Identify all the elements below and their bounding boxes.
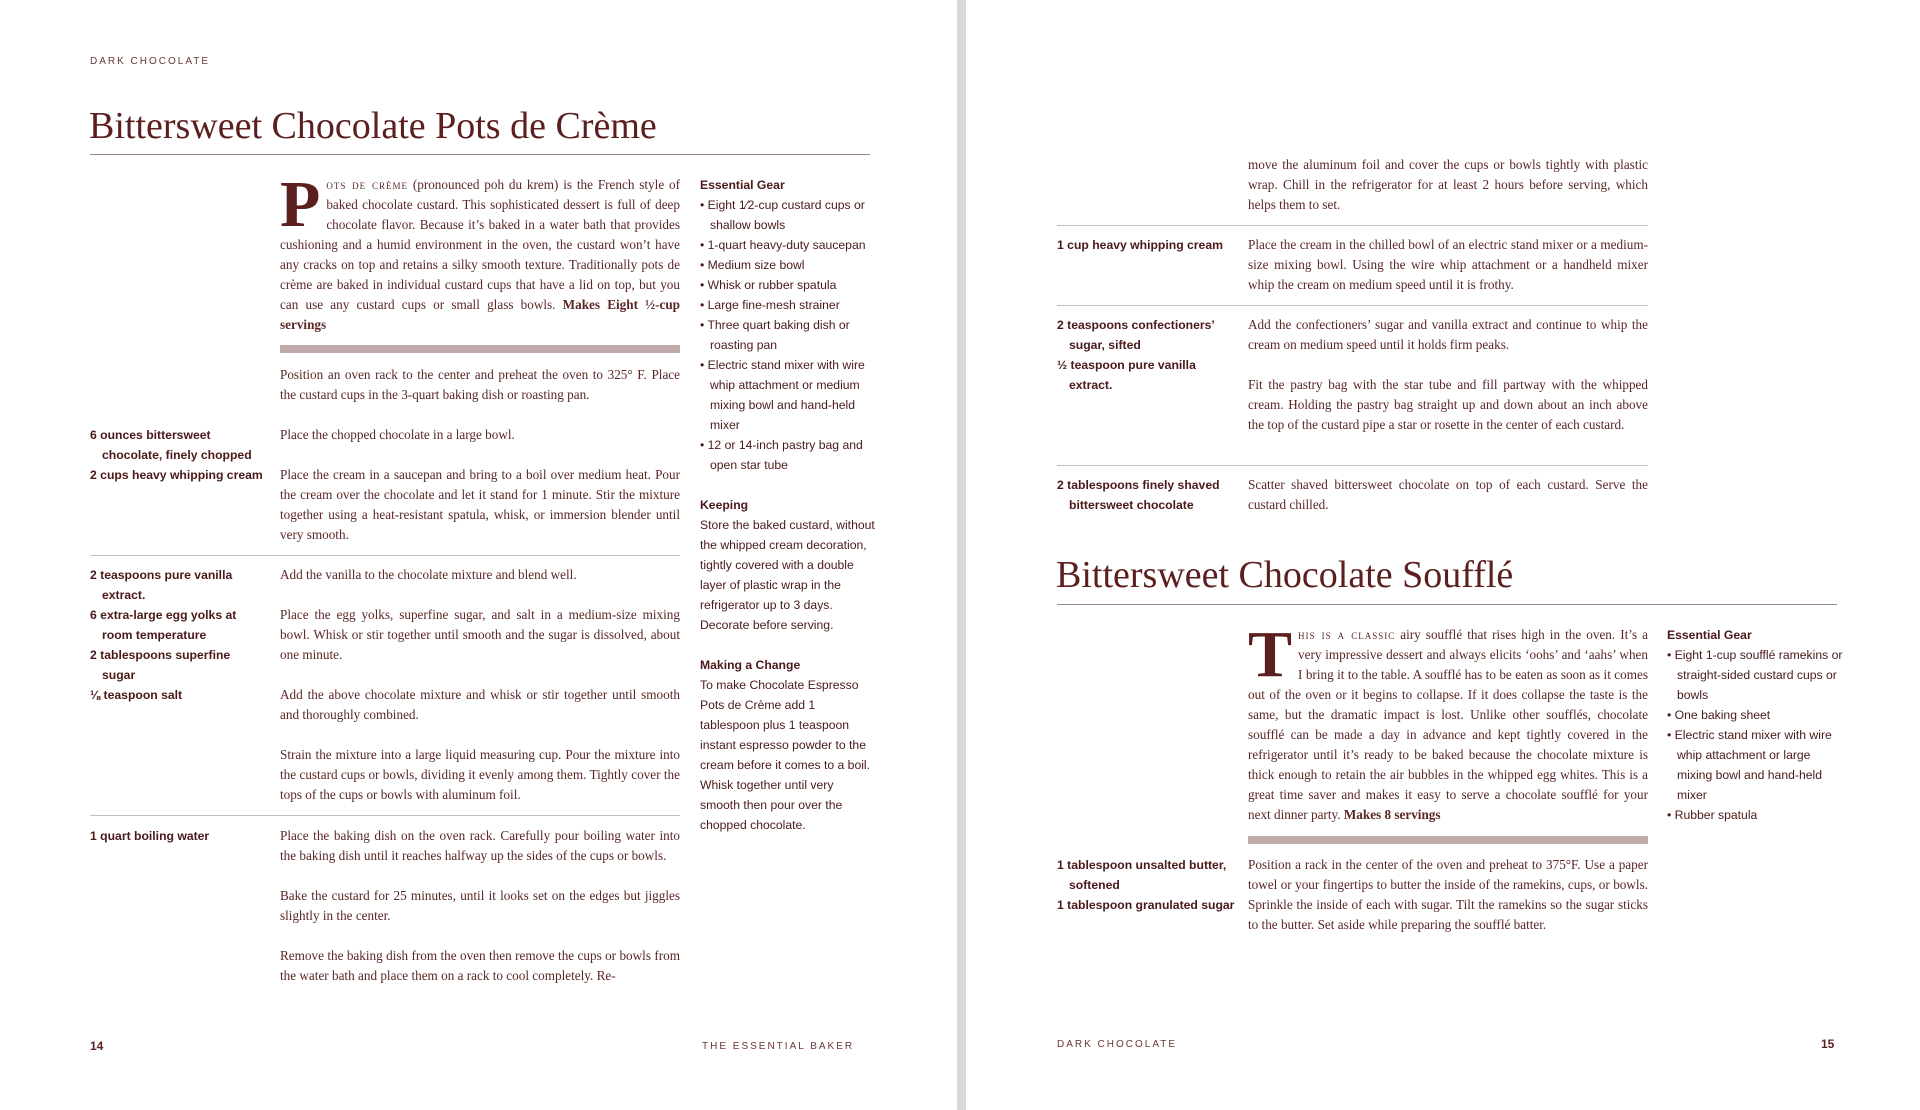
title-rule bbox=[90, 154, 870, 155]
ingredient: 2 tablespoons superfine sugar bbox=[90, 648, 231, 682]
yield: Makes Eight ½-cup servings bbox=[280, 297, 680, 332]
step-group bbox=[1248, 235, 1648, 295]
running-foot: THE ESSENTIAL BAKER bbox=[702, 1041, 855, 1052]
ingredient: 1 tablespoon granulated sugar bbox=[1057, 898, 1235, 912]
step-group bbox=[280, 565, 680, 805]
gear-list bbox=[1667, 645, 1847, 825]
gear-list bbox=[700, 195, 875, 475]
ingredient: ⅛ teaspoon salt bbox=[90, 688, 183, 702]
recipe-title: Bittersweet Chocolate Soufflé bbox=[1056, 554, 1514, 596]
step-text: Position a rack in the center of the oven and preheat to 375°F. Use a paper towel or your fingertips to butter the inside of the ramekins, cups, or bowls. Sprinkle the inside of each with sugar. Tilt the ramekins so the sugar sticks to the butter. Set aside while preparing the soufflé batter. bbox=[1248, 857, 1648, 932]
section-rule bbox=[1057, 305, 1648, 306]
yield: Makes 8 servings bbox=[1343, 807, 1441, 822]
gear-item: • Whisk or rubber spatula bbox=[700, 275, 875, 295]
ingredient: 2 teaspoons confectioners’ sugar, sifted bbox=[1057, 318, 1215, 352]
gear-item: • Medium size bowl bbox=[700, 255, 875, 275]
intro-lead: ots de crème bbox=[326, 177, 408, 192]
ingredient: 1 cup heavy whipping cream bbox=[1057, 238, 1223, 252]
ingredient-group bbox=[1057, 235, 1237, 255]
intro-divider bbox=[1248, 836, 1648, 844]
step-group bbox=[1248, 155, 1648, 215]
intro-paragraph bbox=[1248, 618, 1649, 825]
step-group bbox=[1248, 855, 1648, 935]
ingredient-group bbox=[1057, 315, 1237, 395]
gear-item: • One baking sheet bbox=[1667, 705, 1847, 725]
recipe-title: Bittersweet Chocolate Pots de Crème bbox=[89, 105, 657, 147]
intro-block bbox=[280, 168, 680, 335]
ingredient-group bbox=[90, 826, 265, 846]
title-rule bbox=[1057, 604, 1837, 605]
ingredient: 1 tablespoon unsalted butter, softened bbox=[1057, 858, 1227, 892]
step-text: Add the vanilla to the chocolate mixture and blend well. bbox=[280, 567, 577, 582]
ingredient: 1 quart boiling water bbox=[90, 829, 210, 843]
section-rule bbox=[90, 555, 680, 556]
left-page bbox=[0, 0, 957, 1110]
step-group bbox=[280, 826, 680, 986]
intro-lead: his is a classic bbox=[1298, 627, 1396, 642]
step-text: Add the confectioners’ sugar and vanilla extract and continue to whip the cream on medium speed until it holds firm peaks. bbox=[1248, 317, 1648, 352]
step-text: Place the cream in the chilled bowl of an electric stand mixer or a medium-size mixing bowl. Using the wire whip attachment or a handheld mixer whip the cream on medium speed until it is frothy. bbox=[1248, 237, 1648, 292]
step-group bbox=[280, 365, 680, 545]
ingredient: ½ teaspoon pure vanilla extract. bbox=[1057, 358, 1196, 392]
drop-cap: P bbox=[280, 168, 321, 241]
gear-item: • 12 or 14-inch pastry bag and open star tube bbox=[700, 435, 875, 475]
gear-item: • 1-quart heavy-duty saucepan bbox=[700, 235, 875, 255]
step-text: Place the egg yolks, superfine sugar, and salt in a medium-size mixing bowl. Whisk or stir together until smooth and the sugar is dissolved, about one minute. bbox=[280, 607, 680, 662]
sidebar bbox=[700, 175, 875, 835]
gear-item: • Three quart baking dish or roasting pan bbox=[700, 315, 875, 355]
ingredient-group bbox=[1057, 475, 1237, 515]
step-text: Fit the pastry bag with the star tube and fill partway with the whipped cream. Holding the pastry bag straight up and down about an inch above the top of the custard pipe a star or rosette in the center of each custard. bbox=[1248, 377, 1648, 432]
gear-item: • Electric stand mixer with wire whip attachment or large mixing bowl and hand-held mixer bbox=[1667, 725, 1847, 805]
gear-item: • Eight 1⁄2-cup custard cups or shallow bowls bbox=[700, 195, 875, 235]
intro-block bbox=[1248, 618, 1649, 825]
change-heading: Making a Change bbox=[700, 658, 801, 672]
step-text: Strain the mixture into a large liquid measuring cup. Pour the mixture into the custard cups or bowls, dividing it evenly among them. Tightly cover the tops of the cups or bowls with aluminum foil. bbox=[280, 747, 680, 802]
sidebar bbox=[1667, 625, 1847, 825]
step-text: Position an oven rack to the center and preheat the oven to 325° F. Place the custard cups in the 3-quart baking dish or roasting pan. bbox=[280, 367, 680, 402]
gear-item: • Electric stand mixer with wire whip attachment or medium mixing bowl and hand-held mixer bbox=[700, 355, 875, 435]
ingredient: 2 teaspoons pure vanilla extract. bbox=[90, 568, 233, 602]
ingredient: 6 ounces bittersweet chocolate, finely chopped bbox=[90, 428, 252, 462]
step-text: Add the above chocolate mixture and whisk or stir together until smooth and thoroughly combined. bbox=[280, 687, 680, 722]
gear-item: • Eight 1-cup soufflé ramekins or straight-sided custard cups or bowls bbox=[1667, 645, 1847, 705]
page-number: 15 bbox=[1821, 1037, 1835, 1051]
intro-paragraph bbox=[280, 168, 680, 335]
step-text: Remove the baking dish from the oven then remove the cups or bowls from the water bath and place them on a rack to cool completely. Re- bbox=[280, 948, 680, 983]
page-number: 14 bbox=[90, 1039, 104, 1053]
ingredient-group bbox=[90, 425, 265, 485]
intro-divider bbox=[280, 345, 680, 353]
drop-cap: T bbox=[1248, 618, 1293, 691]
gear-item: • Large fine-mesh strainer bbox=[700, 295, 875, 315]
gear-heading: Essential Gear bbox=[700, 178, 785, 192]
step-text: Place the chopped chocolate in a large bowl. bbox=[280, 427, 515, 442]
ingredient-group bbox=[1057, 855, 1237, 915]
running-foot: DARK CHOCOLATE bbox=[1057, 1039, 1178, 1050]
gear-heading: Essential Gear bbox=[1667, 628, 1752, 642]
step-text: Scatter shaved bittersweet chocolate on top of each custard. Serve the custard chilled. bbox=[1248, 477, 1648, 512]
intro-text: airy soufflé that rises high in the oven. It’s a very impressive dessert and always elicits ‘oohs’ and ‘aahs’ when I bring it to the table. A soufflé has to be eaten as soon as it comes out of the oven or it begins to collapse. If it does collapse the taste is the same, but the dramatic impact is lost. Unlike other soufflés, chocolate soufflé can be made a day in advance and kept tightly covered in the refrigerator until it’s ready to be baked because the chocolate mixture is thick enough to retain the air bubbles in the whipped egg whites. This is a great time saver and makes it easy to serve a chocolate soufflé for your next dinner party. bbox=[1248, 627, 1649, 822]
ingredient: 2 tablespoons finely shaved bittersweet chocolate bbox=[1057, 478, 1220, 512]
ingredient: 2 cups heavy whipping cream bbox=[90, 468, 263, 482]
intro-text: (pronounced poh du krem) is the French style of baked chocolate custard. This sophisticated dessert is full of deep chocolate flavor. Because it’s baked in a water bath that provides cushioning and a humid environment in the oven, the custard won’t have any cracks on top and retains a silky smooth texture. Traditionally pots de crème are baked in individual custard cups that have a lid on top, but you can use any custard cups or small glass bowls. bbox=[280, 177, 680, 312]
keeping-heading: Keeping bbox=[700, 498, 749, 512]
step-text: Bake the custard for 25 minutes, until it looks set on the edges but jiggles slightly in the center. bbox=[280, 888, 680, 923]
section-rule bbox=[1057, 465, 1648, 466]
step-group bbox=[1248, 475, 1648, 515]
section-rule bbox=[1057, 225, 1648, 226]
keeping-text: Store the baked custard, without the whipped cream decoration, tightly covered with a double layer of plastic wrap in the refrigerator up to 3 days. Decorate before serving. bbox=[700, 518, 875, 632]
step-text: move the aluminum foil and cover the cups or bowls tightly with plastic wrap. Chill in the refrigerator for at least 2 hours before serving, which helps them to set. bbox=[1248, 157, 1648, 212]
change-text: To make Chocolate Espresso Pots de Crème add 1 tablespoon plus 1 teaspoon instant espresso powder to the cream before it comes to a boil. Whisk together until very smooth then pour over the chopped chocolate. bbox=[700, 678, 871, 832]
running-head: DARK CHOCOLATE bbox=[90, 56, 211, 67]
ingredient-group bbox=[90, 565, 265, 705]
step-text: Place the baking dish on the oven rack. Carefully pour boiling water into the baking dish until it reaches halfway up the sides of the cups or bowls. bbox=[280, 828, 680, 863]
step-text: Place the cream in a saucepan and bring to a boil over medium heat. Pour the cream over the chocolate and let it stand for 1 minute. Stir the mixture together using a heat-resistant spatula, whisk, or immersion blender until very smooth. bbox=[280, 467, 680, 542]
section-rule bbox=[90, 815, 680, 816]
ingredient: 6 extra-large egg yolks at room temperature bbox=[90, 608, 237, 642]
right-page bbox=[966, 0, 1920, 1110]
gear-item: • Rubber spatula bbox=[1667, 805, 1847, 825]
step-group bbox=[1248, 315, 1648, 435]
